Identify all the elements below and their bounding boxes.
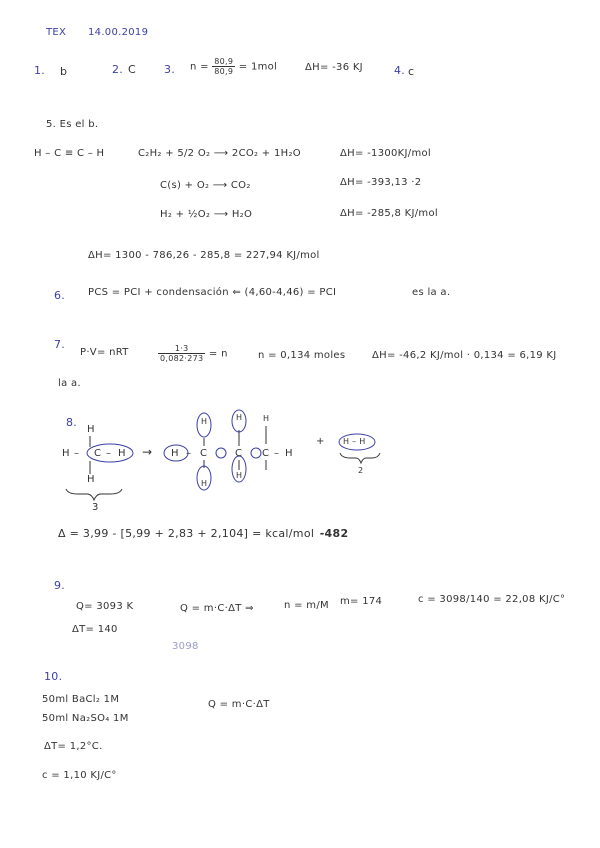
q1-number: 1. xyxy=(34,64,46,77)
q6-text: PCS = PCI + condensación ⇐ (4,60-4,46) = PCI xyxy=(88,287,337,298)
q5-enthalpy-1: ΔH= -1300KJ/mol xyxy=(340,148,431,159)
q8-h-a: H xyxy=(171,448,179,459)
q2-answer: C xyxy=(128,63,136,76)
q2-number: 2. xyxy=(112,63,124,76)
q9-formula: Q = m·C·ΔT ⇒ xyxy=(180,603,254,614)
q3-number: 3. xyxy=(164,63,176,76)
q3-mol: = 1mol xyxy=(238,61,278,73)
q10-capacity: c = 1,10 KJ/C° xyxy=(42,770,117,781)
q4-number: 4. xyxy=(394,64,406,77)
q7-answer: la a. xyxy=(58,378,81,389)
q9-number: 9. xyxy=(54,579,66,592)
q10-delta-t: ΔT= 1,2°C. xyxy=(44,741,103,752)
q3-enthalpy: ΔH= -36 KJ xyxy=(305,62,363,73)
q9-delta-t: ΔT= 140 xyxy=(72,624,118,635)
q6-number: 6. xyxy=(54,289,66,302)
q8-left-bond-2: – xyxy=(106,448,112,459)
q8-c-3: C xyxy=(262,448,270,459)
q8-plus: + xyxy=(316,436,325,447)
q4-answer: c xyxy=(408,65,415,78)
q8-h-c3-top: H xyxy=(263,414,270,423)
q8-left-h-bottom: H xyxy=(87,474,95,485)
q6-answer: es la a. xyxy=(412,287,451,298)
q7-moles: n = 0,134 moles xyxy=(258,350,346,361)
q8-c-1: C xyxy=(200,448,208,459)
q7-enthalpy: ΔH= -46,2 KJ/mol · 0,134 = 6,19 KJ xyxy=(372,350,557,361)
q8-h-b: H xyxy=(285,448,293,459)
q8-left-h-right: H xyxy=(118,448,126,459)
q3-frac-top: 80,9 xyxy=(214,57,234,66)
q7-frac-rhs: = n xyxy=(208,348,228,360)
q5-reaction-3: H₂ + ½O₂ ⟶ H₂O xyxy=(160,209,253,220)
q8-left-h-left: H xyxy=(62,448,70,459)
q8-three: 3 xyxy=(92,502,99,513)
q8-result xyxy=(58,528,348,541)
q7-gas-law: P·V= nRT xyxy=(80,347,129,358)
q10-formula: Q = m·C·ΔT xyxy=(208,699,270,710)
q8-h-c1-top: H xyxy=(201,417,208,426)
q9-heat: Q= 3093 K xyxy=(76,601,134,612)
q8-result-value: -482 xyxy=(319,527,349,540)
q8-left-h-top: H xyxy=(87,424,95,435)
q8-left-c: C xyxy=(94,448,102,459)
q5-result: ΔH= 1300 - 786,26 - 285,8 = 227,94 KJ/mol xyxy=(88,250,320,261)
q8-left-bond: – xyxy=(74,448,80,459)
q8-bond-b: – xyxy=(274,448,280,459)
q7-number: 7. xyxy=(54,338,66,351)
q7-frac-top: 1·3 xyxy=(158,344,205,354)
q5-enthalpy-3: ΔH= -285,8 KJ/mol xyxy=(340,208,438,219)
q8-bond-a: – xyxy=(186,448,192,459)
q10-number: 10. xyxy=(44,670,63,683)
q8-h2: H – H xyxy=(343,437,366,446)
q3-frac-bot: 80,9 xyxy=(214,67,234,76)
q8-h-c2-top: H xyxy=(236,413,243,422)
q1-answer: b xyxy=(60,65,68,78)
q5-title: 5. Es el b. xyxy=(46,119,99,130)
q10-line-1: 50ml BaCl₂ 1M xyxy=(42,694,120,705)
q9-moles: n = m/M xyxy=(284,600,329,611)
q7-frac-bot: 0,082·273 xyxy=(160,354,204,363)
q9-faint-note: 3098 xyxy=(172,641,199,652)
q8-two: 2 xyxy=(358,466,364,475)
q3-n: n = xyxy=(190,61,209,73)
q5-reaction-2: C(s) + O₂ ⟶ CO₂ xyxy=(160,180,251,191)
header-label: TEX xyxy=(46,27,67,38)
q8-h-c1-bottom: H xyxy=(201,479,208,488)
q8-arrow: → xyxy=(142,445,153,459)
q9-mass: m= 174 xyxy=(340,596,383,607)
q8-result-expression: Δ = 3,99 - [5,99 + 2,83 + 2,104] = kcal/mol xyxy=(58,527,315,540)
q8-number: 8. xyxy=(66,416,78,429)
q5-molecule: H – C ≡ C – H xyxy=(34,148,105,159)
q9-capacity: c = 3098/140 = 22,08 KJ/C° xyxy=(418,594,566,605)
q10-line-2: 50ml Na₂SO₄ 1M xyxy=(42,713,129,724)
q8-c-2: C xyxy=(235,448,243,459)
q5-enthalpy-2: ΔH= -393,13 ·2 xyxy=(340,177,422,188)
header-date: 14.00.2019 xyxy=(88,27,149,38)
q8-h-c2-bottom: H xyxy=(236,471,243,480)
q5-reaction-1: C₂H₂ + 5/2 O₂ ⟶ 2CO₂ + 1H₂O xyxy=(138,148,301,159)
